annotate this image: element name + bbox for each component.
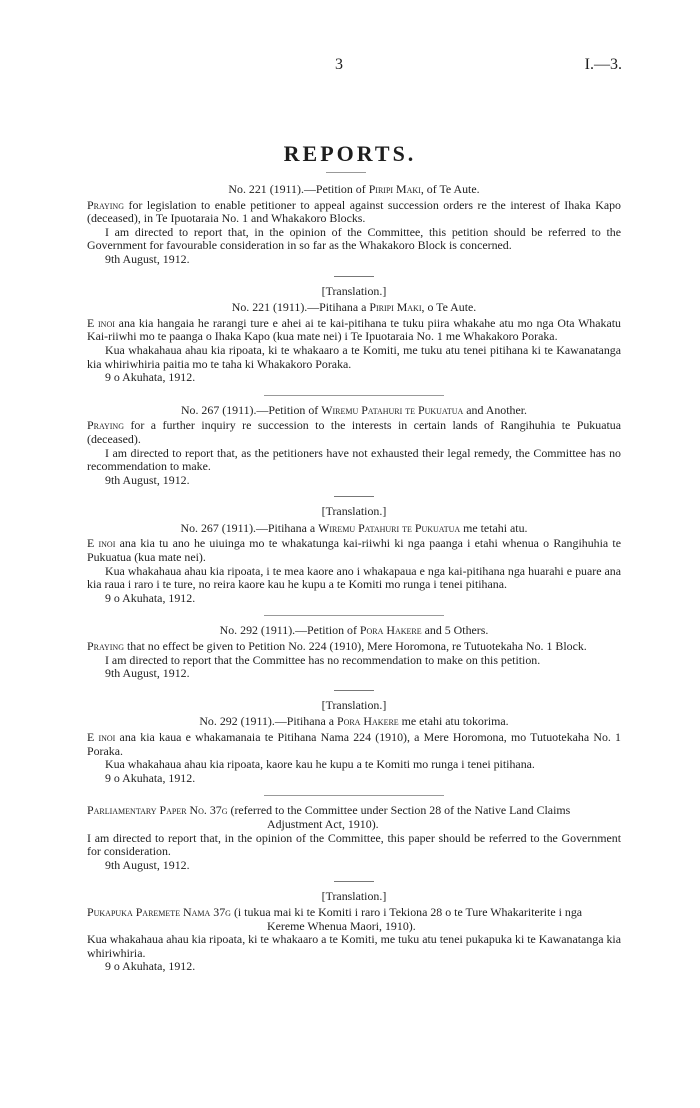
- translation-label: [Translation.]: [321, 697, 387, 712]
- report-date: 9 o Akuhata, 1912.: [105, 959, 196, 974]
- report-date: 9 o Akuhata, 1912.: [105, 370, 196, 385]
- petition-prayer: E inoi ana kia kaua e whakamanaia te Pitihana Nama 224 (1910), a Mere Horomona, mo Tutuotekaha No. 1 Poraka.: [87, 730, 622, 758]
- committee-report: I am directed to report that the Committee has no recommendation to make on this petition.: [105, 652, 541, 667]
- section-divider: [264, 615, 444, 616]
- committee-report: I am directed to report that, as the petitioners have not exhausted their legal remedy, the Committee has no recommendation to make.: [87, 445, 621, 474]
- committee-report: Kua whakahaua ahau kia ripoata, ki te whakaaro a te Komiti, me tuku atu tenei pitihana ki te Kawanatanga kia whiriwhiria paitia mo te taha ki Whakakoro Poraka.: [87, 342, 621, 371]
- document-reference: I.—3.: [584, 56, 622, 73]
- report-date: 9th August, 1912.: [105, 472, 190, 487]
- paper-heading: Pukapuka Paremete Nama 37g (i tukua mai ki te Komiti i raro i Tekiona 28 o te Ture Whakariterite i nga Kereme Whenua Maori, 1910).: [87, 904, 583, 933]
- petition-heading: No. 267 (1911).—Petition of Wiremu Patahuri te Pukuatua and Another.: [180, 402, 528, 417]
- short-divider: [334, 276, 374, 277]
- petition-prayer: E inoi ana kia tu ano he uiuinga mo te whakatunga kai-riiwhi ki nga paanga i etahi whenua o Rangihuhia te Pukuatua (kua mate nei).: [87, 536, 621, 565]
- reports-body: [87, 180, 621, 974]
- short-divider: [334, 496, 374, 497]
- short-divider: [334, 881, 374, 882]
- translation-label: [Translation.]: [321, 504, 387, 519]
- petition-prayer: Praying for a further inquiry re succession to the interests in certain lands of Rangihuhia te Pukuatua (deceased).: [87, 418, 621, 446]
- report-date: 9th August, 1912.: [105, 251, 190, 266]
- committee-report: I am directed to report that, in the opinion of the Committee, this paper should be referred to the Government for consideration.: [87, 830, 621, 859]
- committee-report: Kua whakahaua ahau kia ripoata, ki te whakaaro a te Komiti, me tuku atu tenei pukapuka ki te Kawanatanga kia whiriwhiria.: [87, 932, 621, 960]
- report-date: 9 o Akuhata, 1912.: [105, 770, 196, 785]
- petition-prayer: Praying that no effect be given to Petition No. 224 (1910), Mere Horomona, re Tutuotekaha No. 1 Block.: [87, 639, 587, 654]
- title-underline: [326, 172, 366, 173]
- paper-heading: Parliamentary Paper No. 37g (referred to the Committee under Section 28 of the Native Land Claims Adjustment Act, 1910).: [87, 803, 571, 831]
- committee-report: Kua whakahaua ahau kia ripoata, kaore kau he kupu a te Komiti mo runga i tenei pitihana.: [105, 757, 535, 772]
- page-number: 3: [335, 56, 343, 73]
- report-date: 9th August, 1912.: [105, 666, 190, 681]
- petition-prayer: Praying for legislation to enable petitioner to appeal against succession orders re the interest of Ihaka Kapo (deceased), in Te Ipuotaraia No. 1 and Whakakoro Blocks.: [87, 197, 621, 226]
- translation-label: [Translation.]: [321, 283, 387, 298]
- petition-heading: No. 221 (1911).—Petition of Piripi Maki, of Te Aute.: [228, 182, 480, 196]
- petition-heading: No. 292 (1911).—Pitihana a Pora Hakere me etahi atu tokorima.: [199, 714, 509, 729]
- petition-heading: No. 221 (1911).—Pitihana a Piripi Maki, o Te Aute.: [231, 300, 477, 315]
- report-date: 9th August, 1912.: [105, 857, 190, 872]
- translation-label: [Translation.]: [321, 889, 387, 904]
- committee-report: Kua whakahaua ahau kia ripoata, i te mea kaore ano i whakapaua e nga kai-pitihana nga huarahi e puare ana kia raua i raro i te ture, no reira kaore kau he kupu a te Komiti mo runga i tenei pitihana.: [87, 563, 621, 592]
- petition-prayer: E inoi ana kia hangaia he rarangi ture e ahei ai te kai-pitihana te tuku piira whakahe atu mo nga Ota Whakatu Kai-riiwhi mo te paanga o Ihaka Kapo (kua mate nei) i Te Ipuotaraia No. 1 me Whakakoro Poraka.: [87, 315, 621, 344]
- section-divider: [264, 795, 444, 796]
- page-title: REPORTS.: [283, 141, 417, 166]
- petition-heading: No. 292 (1911).—Petition of Pora Hakere and 5 Others.: [219, 623, 489, 638]
- committee-report: I am directed to report that, in the opinion of the Committee, this petition should be referred to the Government for favourable consideration in so far as the Whakakoro Block is concerned.: [87, 224, 621, 253]
- report-date: 9 o Akuhata, 1912.: [105, 590, 196, 605]
- short-divider: [334, 690, 374, 691]
- petition-heading: No. 267 (1911).—Pitihana a Wiremu Patahuri te Pukuatua me tetahi atu.: [180, 520, 528, 535]
- section-divider: [264, 395, 444, 396]
